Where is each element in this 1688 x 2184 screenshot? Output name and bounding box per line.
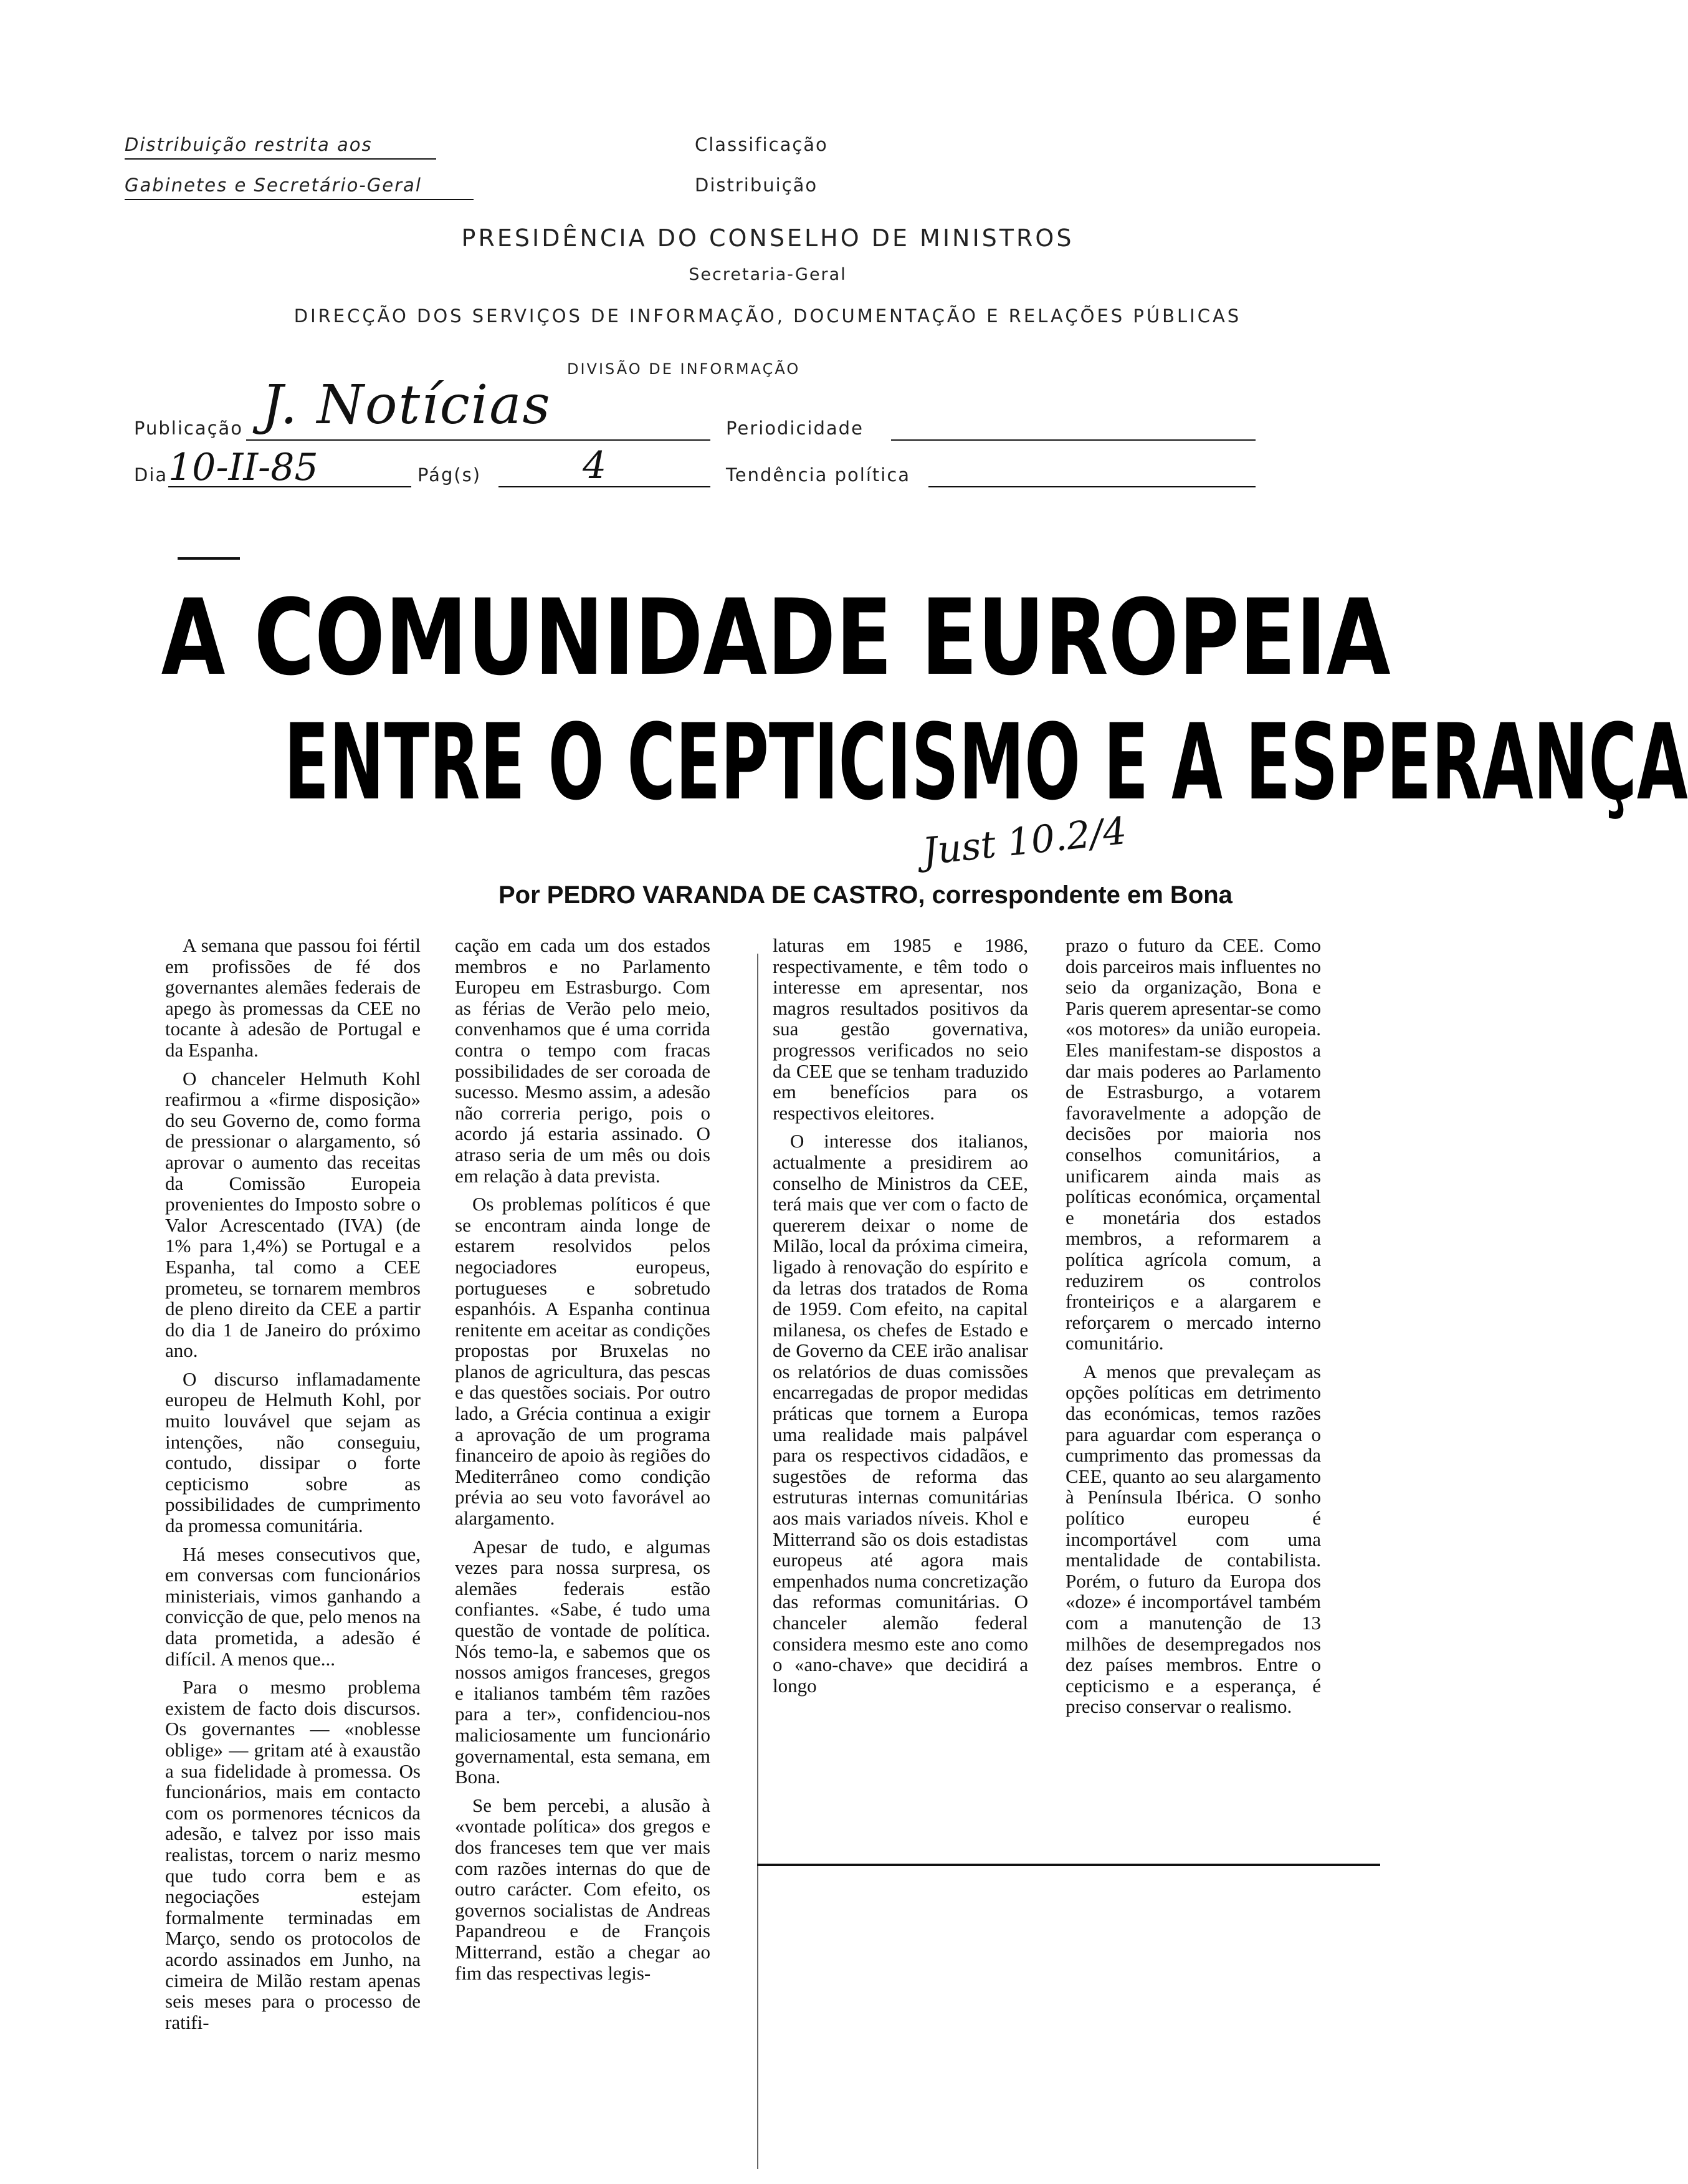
handwritten-annotation: Just 10.2/4	[920, 809, 1129, 874]
tendency-line	[928, 486, 1256, 487]
paragraph: A menos que prevaleçam as opções políticas em detrimento das económicas, temos razões para aguardar com esperança o cumprimento das promessas da CEE, quanto ao seu alargamento à Península Ibérica. O sonho político europeu é incomportável com uma mentalidade de contabilista. Porém, o futuro da Europa dos «doze» é incomportável também com a manutenção de 13 milhões de desempregados nos dez países membros. Entre o cepticismo e a esperança, é preciso conservar o realismo.	[1066, 1360, 1321, 1718]
end-rule	[757, 1864, 1380, 1866]
secretariat-subtitle: Secretaria-Geral	[689, 265, 847, 284]
publication-line	[246, 439, 710, 441]
paragraph: Para o mesmo problema existem de facto dois discursos. Os governantes — «noblesse oblige» — gritam até à exaustão a sua fidelidade à promessa. Os funcionários, mais em contacto com os pormenores técnicos da adesão, e talvez por isso mais realistas, torcem o nariz mesmo que tudo corra bem e as negociações estejam formalmente terminadas em Março, sendo os protocolos de acordo assinados em Junho, na cimeira de Milão restam apenas seis meses para o processo de ratifi-	[165, 1676, 421, 2033]
distribution-cabinets-underline	[125, 199, 474, 200]
institution-title: PRESIDÊNCIA DO CONSELHO DE MINISTROS	[461, 224, 1074, 252]
division-title: DIVISÃO DE INFORMAÇÃO	[567, 360, 801, 378]
directorate-title: DIRECÇÃO DOS SERVIÇOS DE INFORMAÇÃO, DOCUMENTAÇÃO E RELAÇÕES PÚBLICAS	[293, 305, 1242, 327]
distribution-restricted-label: Distribuição restrita aos	[125, 134, 373, 155]
day-label: Dia	[134, 464, 168, 486]
periodicity-line	[891, 439, 1256, 441]
pages-handwritten-value: 4	[583, 444, 607, 487]
paragraph: A semana que passou foi fértil em profissões de fé dos governantes alemães federais de apego às promessas da CEE no tocante à adesão de Portugal e da Espanha.	[165, 934, 421, 1061]
paragraph: prazo o futuro da CEE. Como dois parceiros mais influentes no seio da organização, Bona e Paris querem apresentar-se como «os motores» da união europeia. Eles manifestam-se dispostos a dar mais poderes ao Parlamento de Estrasburgo, a votarem favoravelmente a adopção de decisões por maioria nos conselhos comunitários, a unificarem ainda mais as políticas económica, orçamental e monetária dos estados membros, a reformarem a política agrícola comum, a reduzirem os controlos fronteiriços e a alargarem e reforçarem o mercado interno comunitário.	[1066, 934, 1321, 1354]
periodicity-label: Periodicidade	[726, 418, 864, 439]
column-divider	[757, 954, 758, 2169]
article-column-3	[773, 935, 1028, 1703]
publication-handwritten-value: J. Notícias	[262, 374, 551, 436]
headline-line-2: ENTRE O CEPTICISMO E A ESPERANÇA	[284, 701, 1688, 823]
article-column-4	[1066, 935, 1321, 1725]
tendency-label: Tendência política	[726, 464, 911, 486]
distribution-underline	[125, 158, 436, 160]
headline-line-1: A COMUNIDADE EUROPEIA	[161, 577, 1391, 699]
paragraph: cação em cada um dos estados membros e no Parlamento Europeu em Estrasburgo. Com as férias de Verão pelo meio, convenhamos que é uma corrida contra o tempo com fracas possibilidades de ser coroada de sucesso. Mesmo assim, a adesão não correria perigo, pois o acordo já estaria assinado. O atraso seria de um mês ou dois em relação à data prevista.	[455, 934, 710, 1187]
byline: Por PEDRO VARANDA DE CASTRO, correspondente em Bona	[498, 881, 1233, 909]
headline-top-rule	[178, 557, 240, 560]
paragraph: Apesar de tudo, e algumas vezes para nossa surpresa, os alemães federais estão confiantes. «Sabe, é tudo uma questão de vontade de política. Nós temo-la, e sabemos que os nossos amigos franceses, gregos e italianos também têm razões para a ter», confidenciou-nos maliciosamente um funcionário governamental, esta semana, em Bona.	[455, 1535, 710, 1788]
publication-label: Publicação	[134, 418, 244, 439]
paragraph: Os problemas políticos é que se encontram ainda longe de estarem resolvidos pelos negociadores europeus, portugueses e sobretudo espanhóis. A Espanha continua renitente em aceitar as condições propostas por Bruxelas no planos de agricultura, das pescas e das questões sociais. Por outro lado, a Grécia continua a exigir a aprovação de um programa financeiro de apoio às regiões do Mediterrâneo como condição prévia ao seu voto favorável ao alargamento.	[455, 1193, 710, 1530]
paragraph: laturas em 1985 e 1986, respectivamente, e têm todo o interesse em apresentar, nos magros resultados positivos da sua gestão governativa, progressos verificados no seio da CEE que se tenham traduzido em benefícios para os respectivos eleitores.	[773, 934, 1028, 1124]
pages-label: Pág(s)	[417, 464, 482, 486]
distribution-cabinets-label: Gabinetes e Secretário-Geral	[125, 175, 422, 196]
article-column-1	[165, 935, 421, 2040]
article-column-2	[455, 935, 710, 1991]
paragraph: O interesse dos italianos, actualmente a presidirem ao conselho de Ministros da CEE, terá mais que ver com o facto de quererem deixar o nome de Milão, local da próxima cimeira, ligado à renovação do espírito e da letras dos tratados de Roma de 1959. Com efeito, na capital milanesa, os chefes de Estado e de Governo da CEE irão analisar os relatórios de duas comissões encarregadas de propor medidas práticas que tornem a Europa uma realidade mais palpável para os respectivos cidadãos, e sugestões de reforma das estruturas internas comunitárias aos mais variados níveis. Khol e Mitterrand são os dois estadistas europeus até agora mais empenhados numa concretização das reformas comunitárias. O chanceler alemão federal considera mesmo este ano como o «ano-chave» que decidirá a longo	[773, 1130, 1028, 1697]
distribution-label: Distribuição	[695, 175, 818, 196]
day-handwritten-value: 10-II-85	[168, 446, 318, 489]
classification-label: Classificação	[695, 134, 828, 155]
paragraph: Há meses consecutivos que, em conversas com funcionários ministeriais, vimos ganhando a convicção de que, pelo menos na data prometida, a adesão é difícil. A menos que...	[165, 1543, 421, 1670]
paragraph: O discurso inflamadamente europeu de Helmuth Kohl, por muito louvável que sejam as intenções, não conseguiu, contudo, dissipar o forte cepticismo sobre as possibilidades de cumprimento da promessa comunitária.	[165, 1367, 421, 1537]
paragraph: Se bem percebi, a alusão à «vontade política» dos gregos e dos franceses tem que ver mais com razões internas do que de outro carácter. Com efeito, os governos socialistas de Andreas Papandreou e de François Mitterrand, estão a chegar ao fim das respectivas legis-	[455, 1794, 710, 1984]
paragraph: O chanceler Helmuth Kohl reafirmou a «firme disposição» do seu Governo de, como forma de pressionar o alargamento, só aprovar o aumento das receitas da Comissão Europeia provenientes do Imposto sobre o Valor Acrescentado (IVA) (de 1% para 1,4%) se Portugal e a Espanha, tal como a CEE prometeu, se tornarem membros de pleno direito da CEE a partir do dia 1 de Janeiro do próximo ano.	[165, 1067, 421, 1362]
